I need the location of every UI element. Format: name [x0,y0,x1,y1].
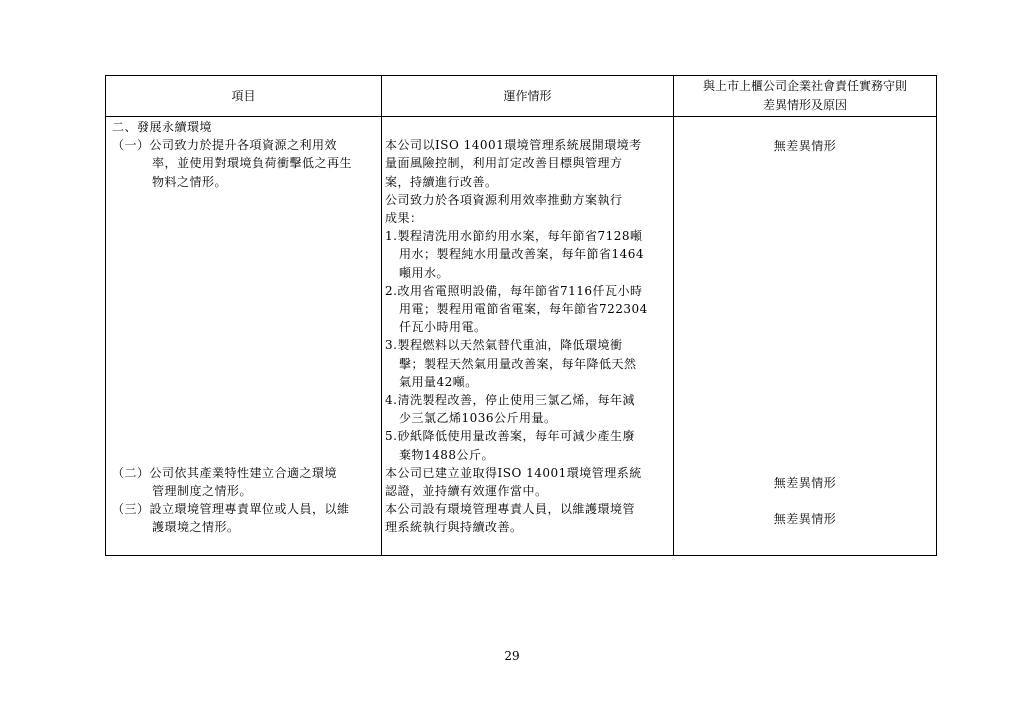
op-p3-line1: 本公司已建立並取得ISO 14001環境管理系統 [385,465,642,480]
op-n2-line3: 仟瓦小時用電。 [399,320,487,335]
item2-line2: 管理制度之情形。 [152,484,253,499]
header-item [106,76,382,117]
op-p4-line2: 理系統執行與持續改善。 [385,520,523,535]
item3-line2: 護環境之情形。 [152,520,240,535]
operation-top-gap [385,118,673,136]
csr-table [105,75,937,556]
items-spacer [112,191,381,464]
op-n2-line1: 2.改用省電照明設備，每年節省7116仟瓦小時 [385,283,643,298]
page-number: 29 [504,649,520,663]
item1-line1: （一）公司致力於提升各項資源之利用效 [112,138,338,153]
op-n3-line1: 3.製程燃料以天然氣替代重油，降低環境衝 [385,338,623,353]
item3-line1: （三）設立環境管理專責單位或人員，以維 [112,502,350,517]
header-operation-label: 運作情形 [503,88,552,103]
header-operation [382,76,674,117]
op-n5-line2: 棄物1488公斤。 [399,447,495,462]
op-n3-line2: 擊；製程天然氣用量改善案，每年降低天然 [399,356,637,371]
op-n4-line1: 4.清洗製程改善，停止使用三氯乙烯，每年減 [385,393,635,408]
table-header-row [106,76,937,117]
item2-line1: （二）公司依其產業特性建立合適之環境 [112,465,338,480]
difference-item1: 無差異情形 [773,139,837,153]
difference-item2: 無差異情形 [773,476,837,490]
op-n1-line3: 噸用水。 [399,265,450,280]
op-n4-line2: 少三氯乙烯1036公斤用量。 [399,411,557,426]
header-difference [674,76,937,117]
op-n2-line2: 用電；製程用電節省電案，每年節省722304 [399,302,648,317]
op-p3-line2: 認證，並持續有效運作當中。 [385,484,548,499]
op-p2-line2: 成果： [385,211,423,225]
header-difference-line1: 與上市上櫃公司企業社會責任實務守則 [702,79,907,93]
op-n1-line2: 用水；製程純水用量改善案，每年節省1464 [399,247,645,262]
section-title: 二、發展永續環境 [112,120,213,134]
item1-line3: 物料之情形。 [152,174,228,189]
op-p1-line2: 量面風險控制，利用訂定改善目標與管理方 [385,156,623,171]
op-n5-line1: 5.砂紙降低使用量改善案，每年可減少產生廢 [385,429,635,444]
table-body-row [106,117,937,556]
op-p1-line1: 本公司以ISO 14001環境管理系統展開環境考 [385,138,642,153]
operation-cell [382,117,674,556]
header-difference-line2: 差異情形及原因 [762,98,847,112]
op-p4-line1: 本公司設有環境管理專責人員，以維護環境管 [385,502,636,517]
op-p1-line3: 案，持續進行改善。 [385,174,498,189]
items-cell [106,117,382,556]
op-p2-line1: 公司致力於各項資源利用效率推動方案執行 [385,192,623,207]
item1-line2: 率，並使用對環境負荷衝擊低之再生 [152,156,353,171]
header-item-label: 項目 [231,88,256,103]
op-n3-line3: 氣用量42噸。 [399,374,478,389]
op-n1-line1: 1.製程清洗用水節約用水案，每年節省7128噸 [385,229,643,244]
difference-item3: 無差異情形 [773,512,837,526]
difference-cell [674,117,937,556]
